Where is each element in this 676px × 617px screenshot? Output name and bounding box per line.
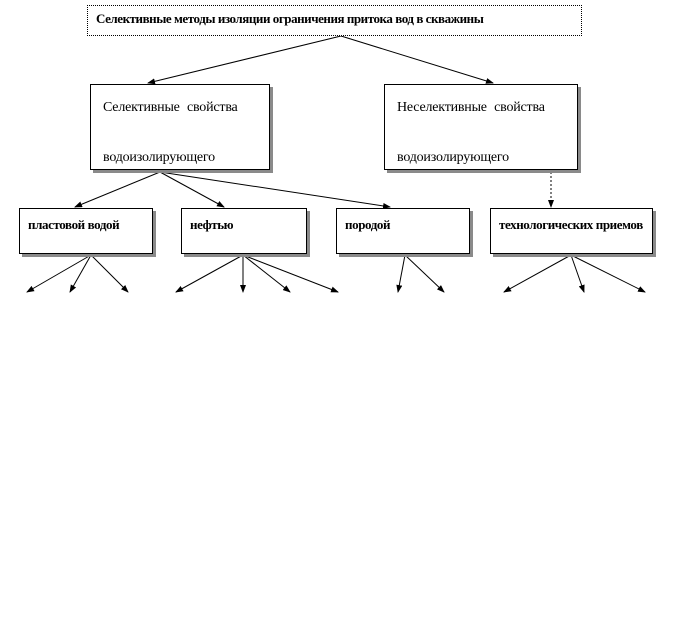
- arrow-leaf-3-out-2: [405, 255, 444, 292]
- arrow-leaf-1-out-3: [91, 255, 128, 292]
- diagram-title: Селективные методы изоляции ограничения притока вод в скважины: [87, 5, 582, 36]
- arrow-title-to-selective: [148, 36, 341, 83]
- nonselective-properties-box: [384, 84, 578, 170]
- leaf-box-technological-methods: технологических приемов: [490, 208, 653, 254]
- arrow-leaf-3-out-1: [398, 255, 405, 292]
- selective-properties-line1: Селективные свойства: [103, 100, 238, 115]
- arrow-leaf-2-out-3: [243, 255, 290, 292]
- selective-properties-line2: водоизолирующего: [103, 150, 215, 165]
- arrow-leaf-2-out-1: [176, 255, 243, 292]
- nonselective-properties-line1: Неселективные свойства: [397, 100, 545, 115]
- arrow-selective-to-leaf-1: [75, 172, 160, 207]
- leaf-box-formation-water: пластовой водой: [19, 208, 153, 254]
- selective-properties-box: [90, 84, 270, 170]
- nonselective-properties-line2: водоизолирующего: [397, 150, 509, 165]
- arrow-title-to-nonselective: [341, 36, 493, 83]
- arrow-selective-to-leaf-3: [160, 172, 390, 207]
- arrow-leaf-2-out-4: [243, 255, 338, 292]
- leaf-box-rock: породой: [336, 208, 470, 254]
- arrow-leaf-1-out-1: [27, 255, 91, 292]
- leaf-box-oil: нефтью: [181, 208, 307, 254]
- arrow-leaf-4-out-1: [504, 255, 571, 292]
